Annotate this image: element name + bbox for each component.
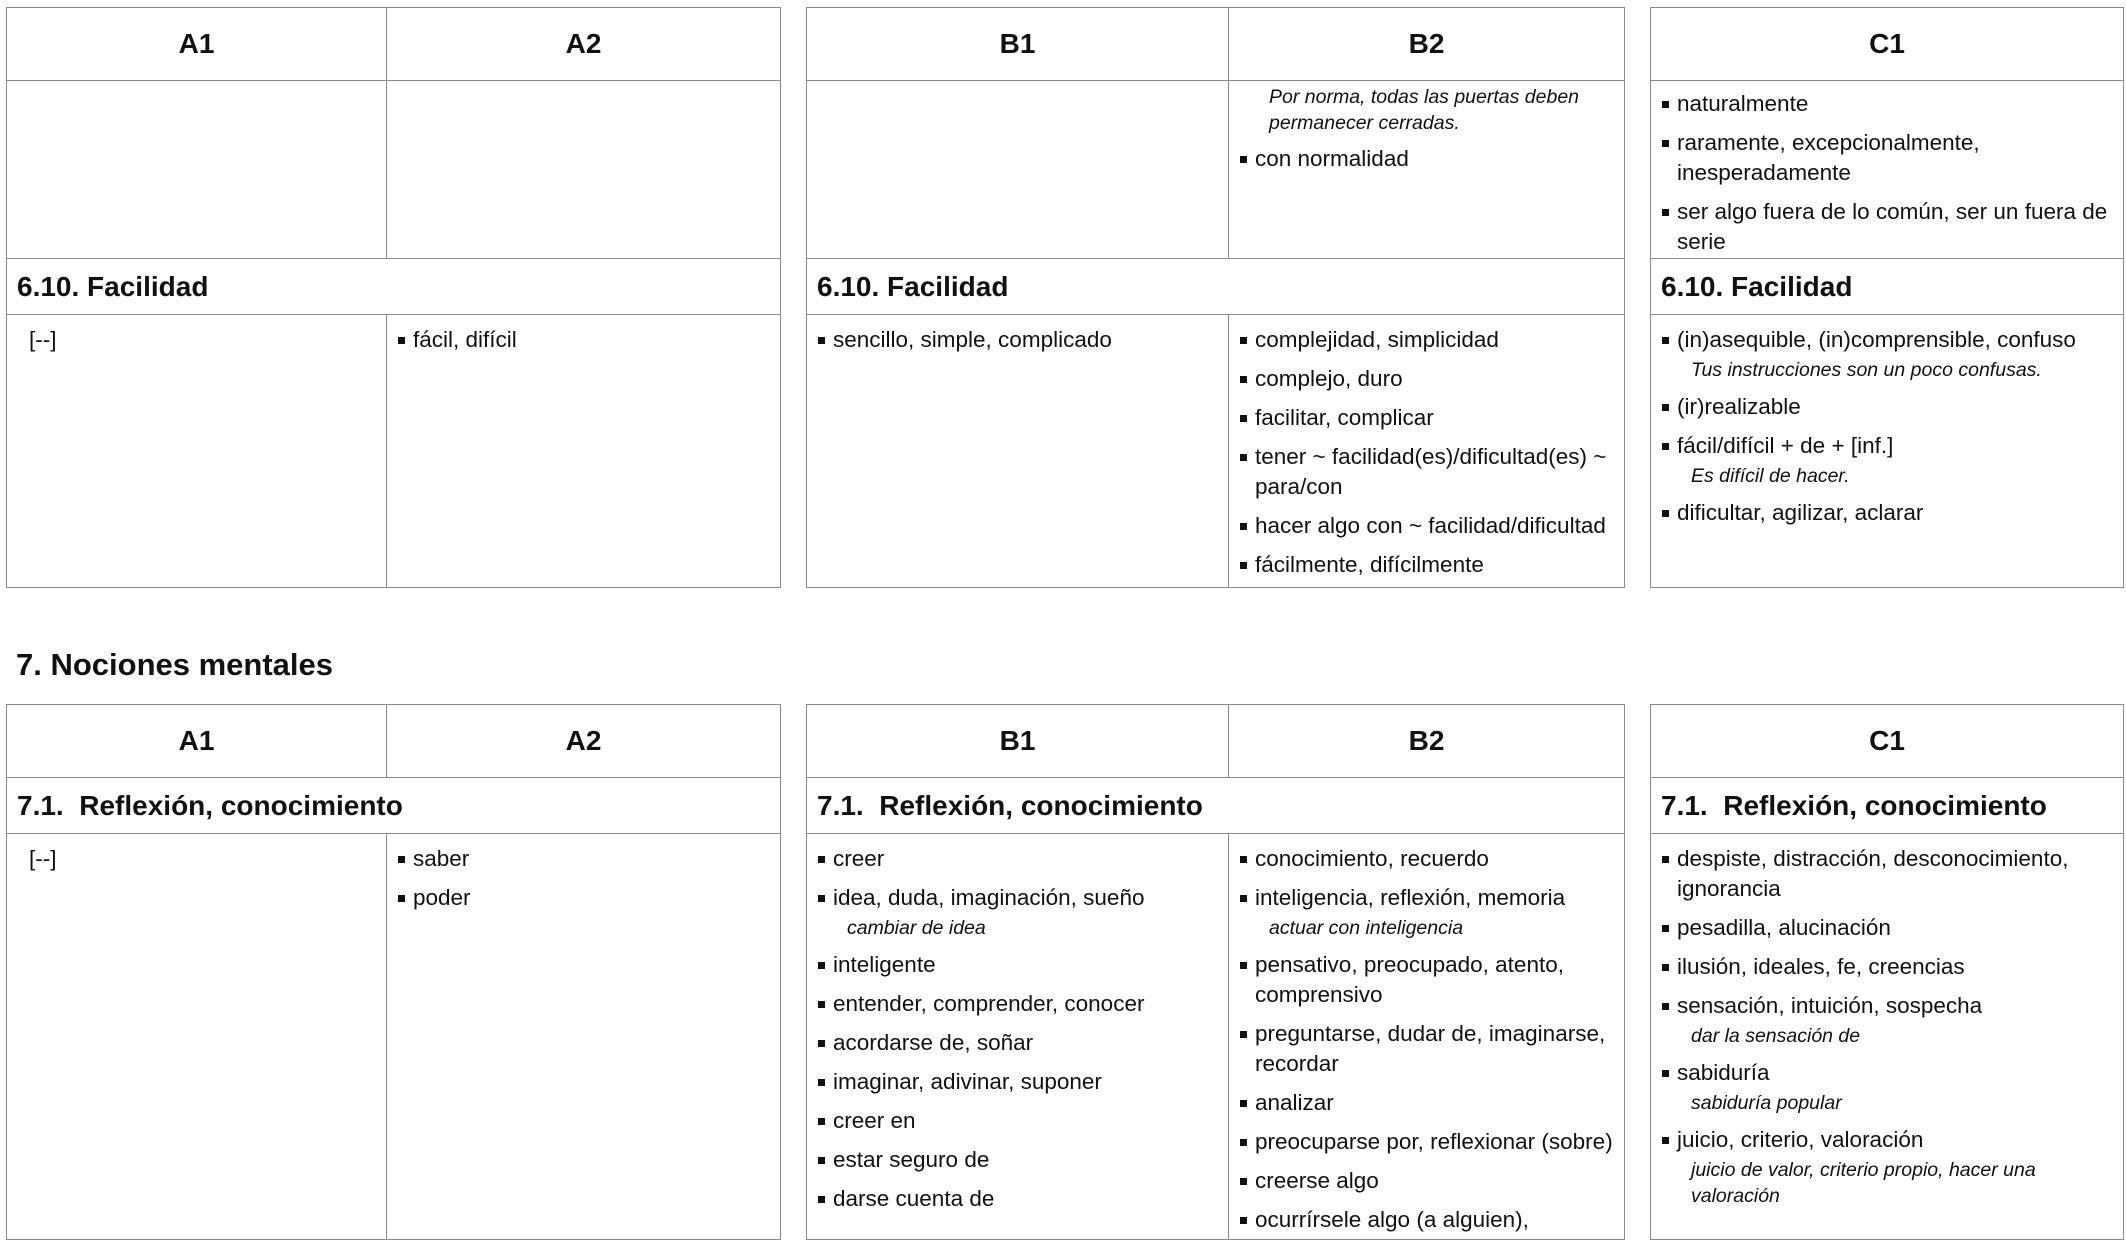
c1-carry-cell [1651, 81, 2123, 259]
list-item: darse cuenta de [817, 1184, 1218, 1214]
level-b2-header: B2 [1408, 725, 1445, 756]
list-item: inteligente [817, 950, 1218, 980]
chapter-title: 7. Nociones mentales [16, 647, 334, 682]
a2-carry-cell [387, 81, 780, 258]
table-c1-top [1650, 7, 2124, 588]
b1-content-cell [807, 834, 1229, 1239]
b1-carry-cell [807, 81, 1229, 258]
list-item: preguntarse, dudar de, imaginarse, recordar [1239, 1019, 1614, 1079]
b2-content-cell [1229, 315, 1624, 587]
header-row [807, 705, 1624, 778]
example-text: sabiduría popular [1691, 1092, 1842, 1114]
empty-marker: [--] [29, 327, 57, 352]
list-item: despiste, distracción, desconocimiento, ignorancia [1661, 844, 2113, 904]
level-a2-header: A2 [565, 28, 602, 59]
header-row [807, 8, 1624, 81]
example-text: actuar con inteligencia [1269, 917, 1464, 939]
list-item: sensación, intuición, sospecha dar la sensación de [1661, 991, 2113, 1049]
list-item: (ir)realizable [1661, 392, 2113, 422]
list-item: ser algo fuera de lo común, ser un fuera de serie [1661, 197, 2113, 257]
example-text: dar la sensación de [1691, 1025, 1861, 1047]
a2-content-cell [387, 315, 780, 587]
list-item: poder [397, 883, 770, 913]
list-item: saber [397, 844, 770, 874]
empty-marker: [--] [29, 846, 57, 871]
list-item: (in)asequible, (in)comprensible, confuso Tus instrucciones son un poco confusas. [1661, 325, 2113, 383]
c1-content-cell [1651, 315, 2123, 587]
list-item: pesadilla, alucinación [1661, 913, 2113, 943]
list-item: sencillo, simple, complicado [817, 325, 1218, 355]
list-item: creerse algo [1239, 1166, 1614, 1196]
a1-content-cell [7, 834, 387, 1239]
list-item: analizar [1239, 1088, 1614, 1118]
list-item: estar seguro de [817, 1145, 1218, 1175]
example-text: Es difícil de hacer. [1691, 465, 1850, 487]
example-text: juicio de valor, criterio propio, hacer una valoración [1691, 1159, 2036, 1207]
list-item: creer [817, 844, 1218, 874]
content-row [7, 315, 780, 587]
content-row [7, 834, 780, 1239]
carry-row [7, 81, 780, 259]
level-c1-header: C1 [1651, 8, 2123, 81]
section-title-6-10: 6.10. Facilidad [7, 259, 780, 315]
list-item: complejo, duro [1239, 364, 1614, 394]
content-row [807, 315, 1624, 587]
table-b1-b2-bottom [806, 704, 1625, 1240]
list-item: complejidad, simplicidad [1239, 325, 1614, 355]
b1-content-cell [807, 315, 1229, 587]
level-c1-header: C1 [1651, 705, 2123, 778]
list-item: inteligencia, reflexión, memoria actuar con inteligencia [1239, 883, 1614, 941]
list-item: hacer algo con ~ facilidad/dificultad [1239, 511, 1614, 541]
table-a1-a2-bottom [6, 704, 781, 1240]
list-item: acordarse de, soñar [817, 1028, 1218, 1058]
level-b2-header: B2 [1408, 28, 1445, 59]
table-b1-b2-top [806, 7, 1625, 588]
list-item: naturalmente [1661, 89, 2113, 119]
level-b1-header: B1 [807, 705, 1229, 777]
header-row [7, 705, 780, 778]
list-item: pensativo, preocupado, atento, comprensivo [1239, 950, 1614, 1010]
list-item: ilusión, ideales, fe, creencias [1661, 952, 2113, 982]
a2-content-cell [387, 834, 780, 1239]
example-text: cambiar de idea [847, 917, 986, 939]
list-item: sabiduría sabiduría popular [1661, 1058, 2113, 1116]
section-title-6-10: 6.10. Facilidad [807, 259, 1624, 315]
list-item: idea, duda, imaginación, sueño cambiar de idea [817, 883, 1218, 941]
b2-content-cell [1229, 834, 1624, 1239]
list-item: preocuparse por, reflexionar (sobre) [1239, 1127, 1614, 1157]
list-item: dificultar, agilizar, aclarar [1661, 498, 2113, 528]
level-a2-header: A2 [565, 725, 602, 756]
table-c1-bottom [1650, 704, 2124, 1240]
list-item: facilitar, complicar [1239, 403, 1614, 433]
content-row [807, 834, 1624, 1239]
level-b1-header: B1 [807, 8, 1229, 80]
section-title-7-1: 7.1. Reflexión, conocimiento [1651, 778, 2123, 834]
example-text: Por norma, todas las puertas deben permanecer cerradas. [1269, 86, 1580, 134]
header-row [7, 8, 780, 81]
list-item: ocurrírsele algo (a alguien), [1239, 1205, 1614, 1235]
example-text: Tus instrucciones son un poco confusas. [1691, 359, 2042, 381]
c1-content-cell [1651, 834, 2123, 1239]
list-item: fácil/difícil + de + [inf.] Es difícil de hacer. [1661, 431, 2113, 489]
section-title-6-10: 6.10. Facilidad [1651, 259, 2123, 315]
list-item: fácilmente, difícilmente [1239, 550, 1614, 580]
table-a1-a2-top [6, 7, 781, 588]
a1-content-cell [7, 315, 387, 587]
list-item: raramente, excepcionalmente, inesperadamente [1661, 128, 2113, 188]
carry-row [807, 81, 1624, 259]
level-a1-header: A1 [7, 8, 387, 80]
list-item: tener ~ facilidad(es)/dificultad(es) ~ para/con [1239, 442, 1614, 502]
list-item: con normalidad [1239, 144, 1614, 174]
section-title-7-1: 7.1. Reflexión, conocimiento [807, 778, 1624, 834]
list-item: fácil, difícil [397, 325, 770, 355]
a1-carry-cell [7, 81, 387, 258]
level-a1-header: A1 [7, 705, 387, 777]
list-item: imaginar, adivinar, suponer [817, 1067, 1218, 1097]
list-item: creer en [817, 1106, 1218, 1136]
b2-carry-cell [1229, 81, 1624, 258]
list-item: conocimiento, recuerdo [1239, 844, 1614, 874]
section-title-7-1: 7.1. Reflexión, conocimiento [7, 778, 780, 834]
list-item: entender, comprender, conocer [817, 989, 1218, 1019]
list-item: juicio, criterio, valoración juicio de valor, criterio propio, hacer una valoración [1661, 1125, 2113, 1209]
